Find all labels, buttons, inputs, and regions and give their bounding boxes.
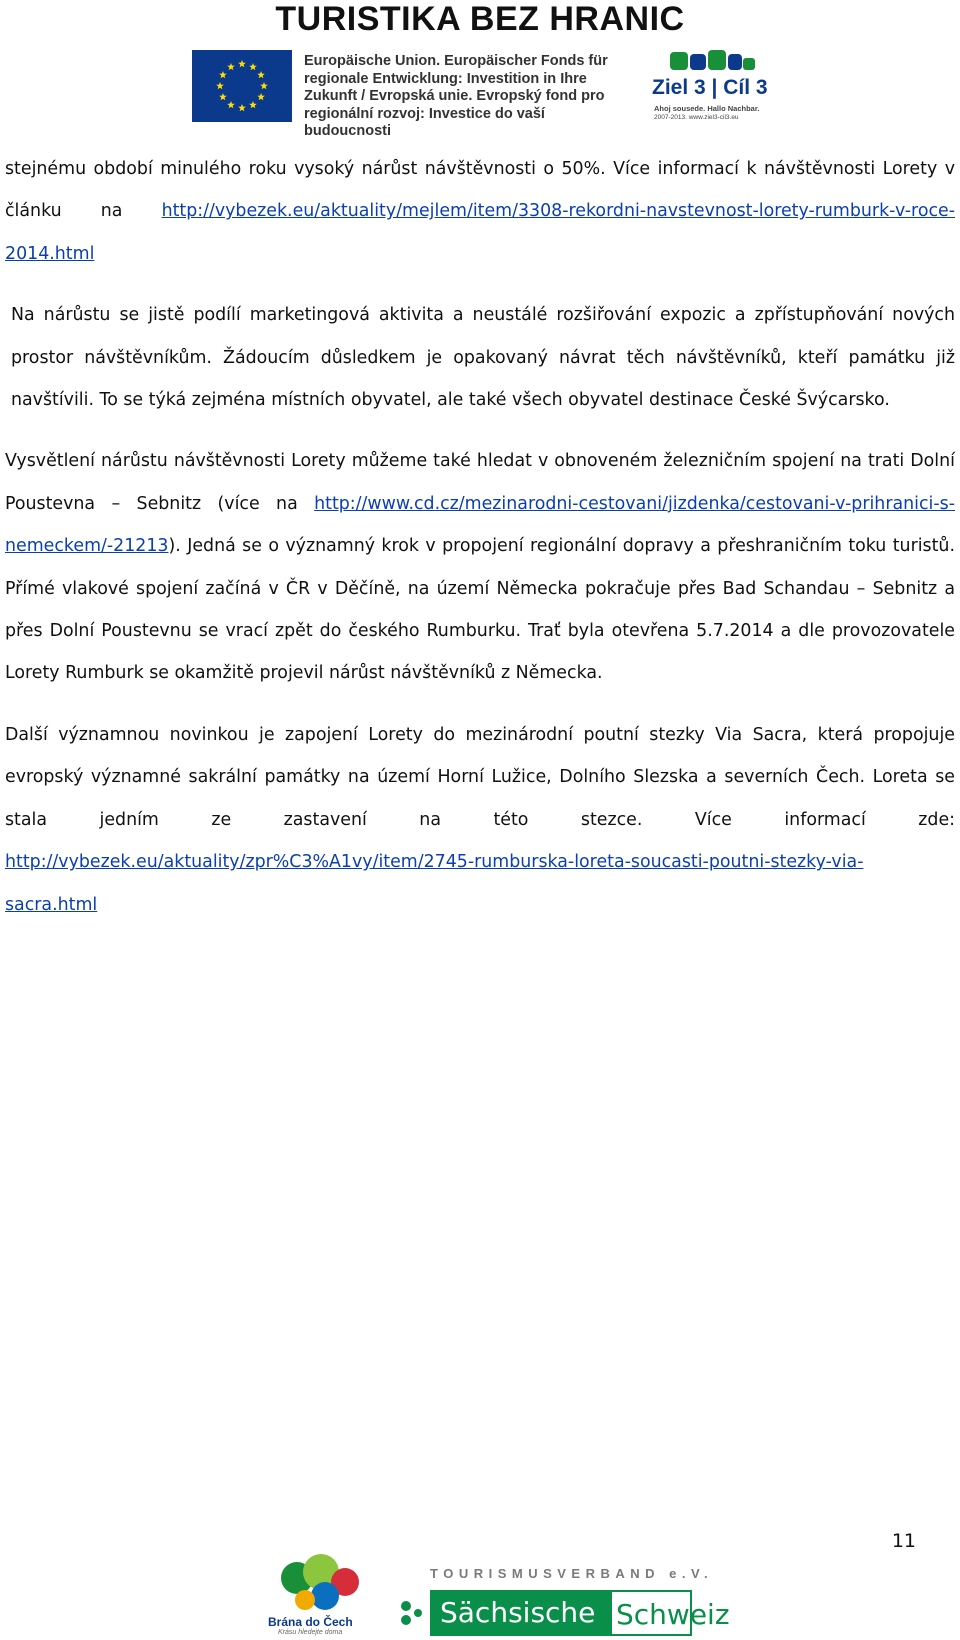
ziel3-slogan: Ahoj sousede. Hallo Nachbar. <box>654 104 760 113</box>
ziel3-title: Ziel 3 | Cíl 3 <box>652 76 768 99</box>
paragraph <box>5 714 955 926</box>
paragraph-text: Další významnou novinkou je zapojení Lorety do mezinárodní poutní stezky Via Sacra, která propojuje evropský významné sakrální památky na území Horní Lužice, Dolního Slezska a severních Čech. Loreta se stala jedním ze zastavení na této stezce. Více informací zde: <box>5 724 955 830</box>
saechsische-wordmark: Sächsische <box>430 1590 610 1636</box>
eu-text-line: regionale Entwicklung: Investition in Ihre <box>304 70 587 87</box>
tourismusverband-label: TOURISMUSVERBAND e.V. <box>430 1566 714 1581</box>
brana-do-cech-slogan: Krásu hledejte doma <box>278 1629 343 1636</box>
paragraph-text: Vysvětlení nárůstu návštěvnosti Lorety můžeme také hledat v obnoveném železničním spojení na trati Dolní Poustevna – Sebnitz (více na <box>5 451 955 514</box>
paragraph <box>5 148 955 275</box>
paragraph <box>5 294 955 421</box>
article-link[interactable]: http://vybezek.eu/aktuality/mejlem/item/3308-rekordni-navstevnost-lorety-rumburk-v-roce-2014.html <box>5 201 955 264</box>
saxon-dots-icon <box>398 1600 428 1634</box>
paragraph-text: ). Jedná se o významný krok v propojení regionální dopravy a přeshraničním toku turistů. Přímé vlakové spojení začíná v ČR v Děčíně, na území Německa pokračuje přes Bad Schandau – Sebnitz a přes Dolní Poustevnu se vrací zpět do českého Rumburku. Trať byla otevřena 5.7.2014 a dle provozovatele Lorety Rumburk se okamžitě projevil nárůst návštěvníků z Německa. <box>5 536 955 684</box>
paragraph-text: Na nárůstu se jistě podílí marketingová aktivita a neustálé rozšiřování expozic a zpřístupňování nových prostor návštěvníkům. Žádoucím důsledkem je opakovaný návrat těch návštěvníků, kteří památku již navštívili. To se týká zejména místních obyvatel, ale také všech obyvatel destinace České Švýcarsko. <box>11 305 955 411</box>
eu-text-line: Europäische Union. Europäischer Fonds für <box>304 53 608 69</box>
page-title: TURISTIKA BEZ HRANIC <box>275 0 685 38</box>
via-sacra-link[interactable]: http://vybezek.eu/aktuality/zpr%C3%A1vy/item/2745-rumburska-loreta-soucasti-poutni-stezky-via-sacra.html <box>5 852 864 915</box>
page-number: 11 <box>891 1530 916 1552</box>
eu-text-line: regionální rozvoj: Investice do vaší budoucnosti <box>304 105 545 139</box>
schweiz-wordmark: Schweiz <box>610 1590 692 1636</box>
train-info-link[interactable]: http://www.cd.cz/mezinarodni-cestovani/jizdenka/cestovani-v-prihranici-s-nemeckem/-21213 <box>5 493 955 557</box>
eu-text-line: Zukunft / Evropská unie. Evropský fond pro <box>304 88 605 104</box>
eu-flag-icon <box>192 50 292 122</box>
paragraph <box>5 440 955 694</box>
ziel3-url: 2007-2013. www.ziel3-cil3.eu <box>654 114 739 121</box>
paragraph-text: stejnému období minulého roku vysoký nárůst návštěvnosti o 50%. Více informací k návštěvnosti Lorety v článku na <box>5 159 955 222</box>
eu-funding-text <box>304 53 634 141</box>
article-body <box>5 148 955 945</box>
brana-do-cech-title: Brána do Čech <box>268 1615 353 1629</box>
